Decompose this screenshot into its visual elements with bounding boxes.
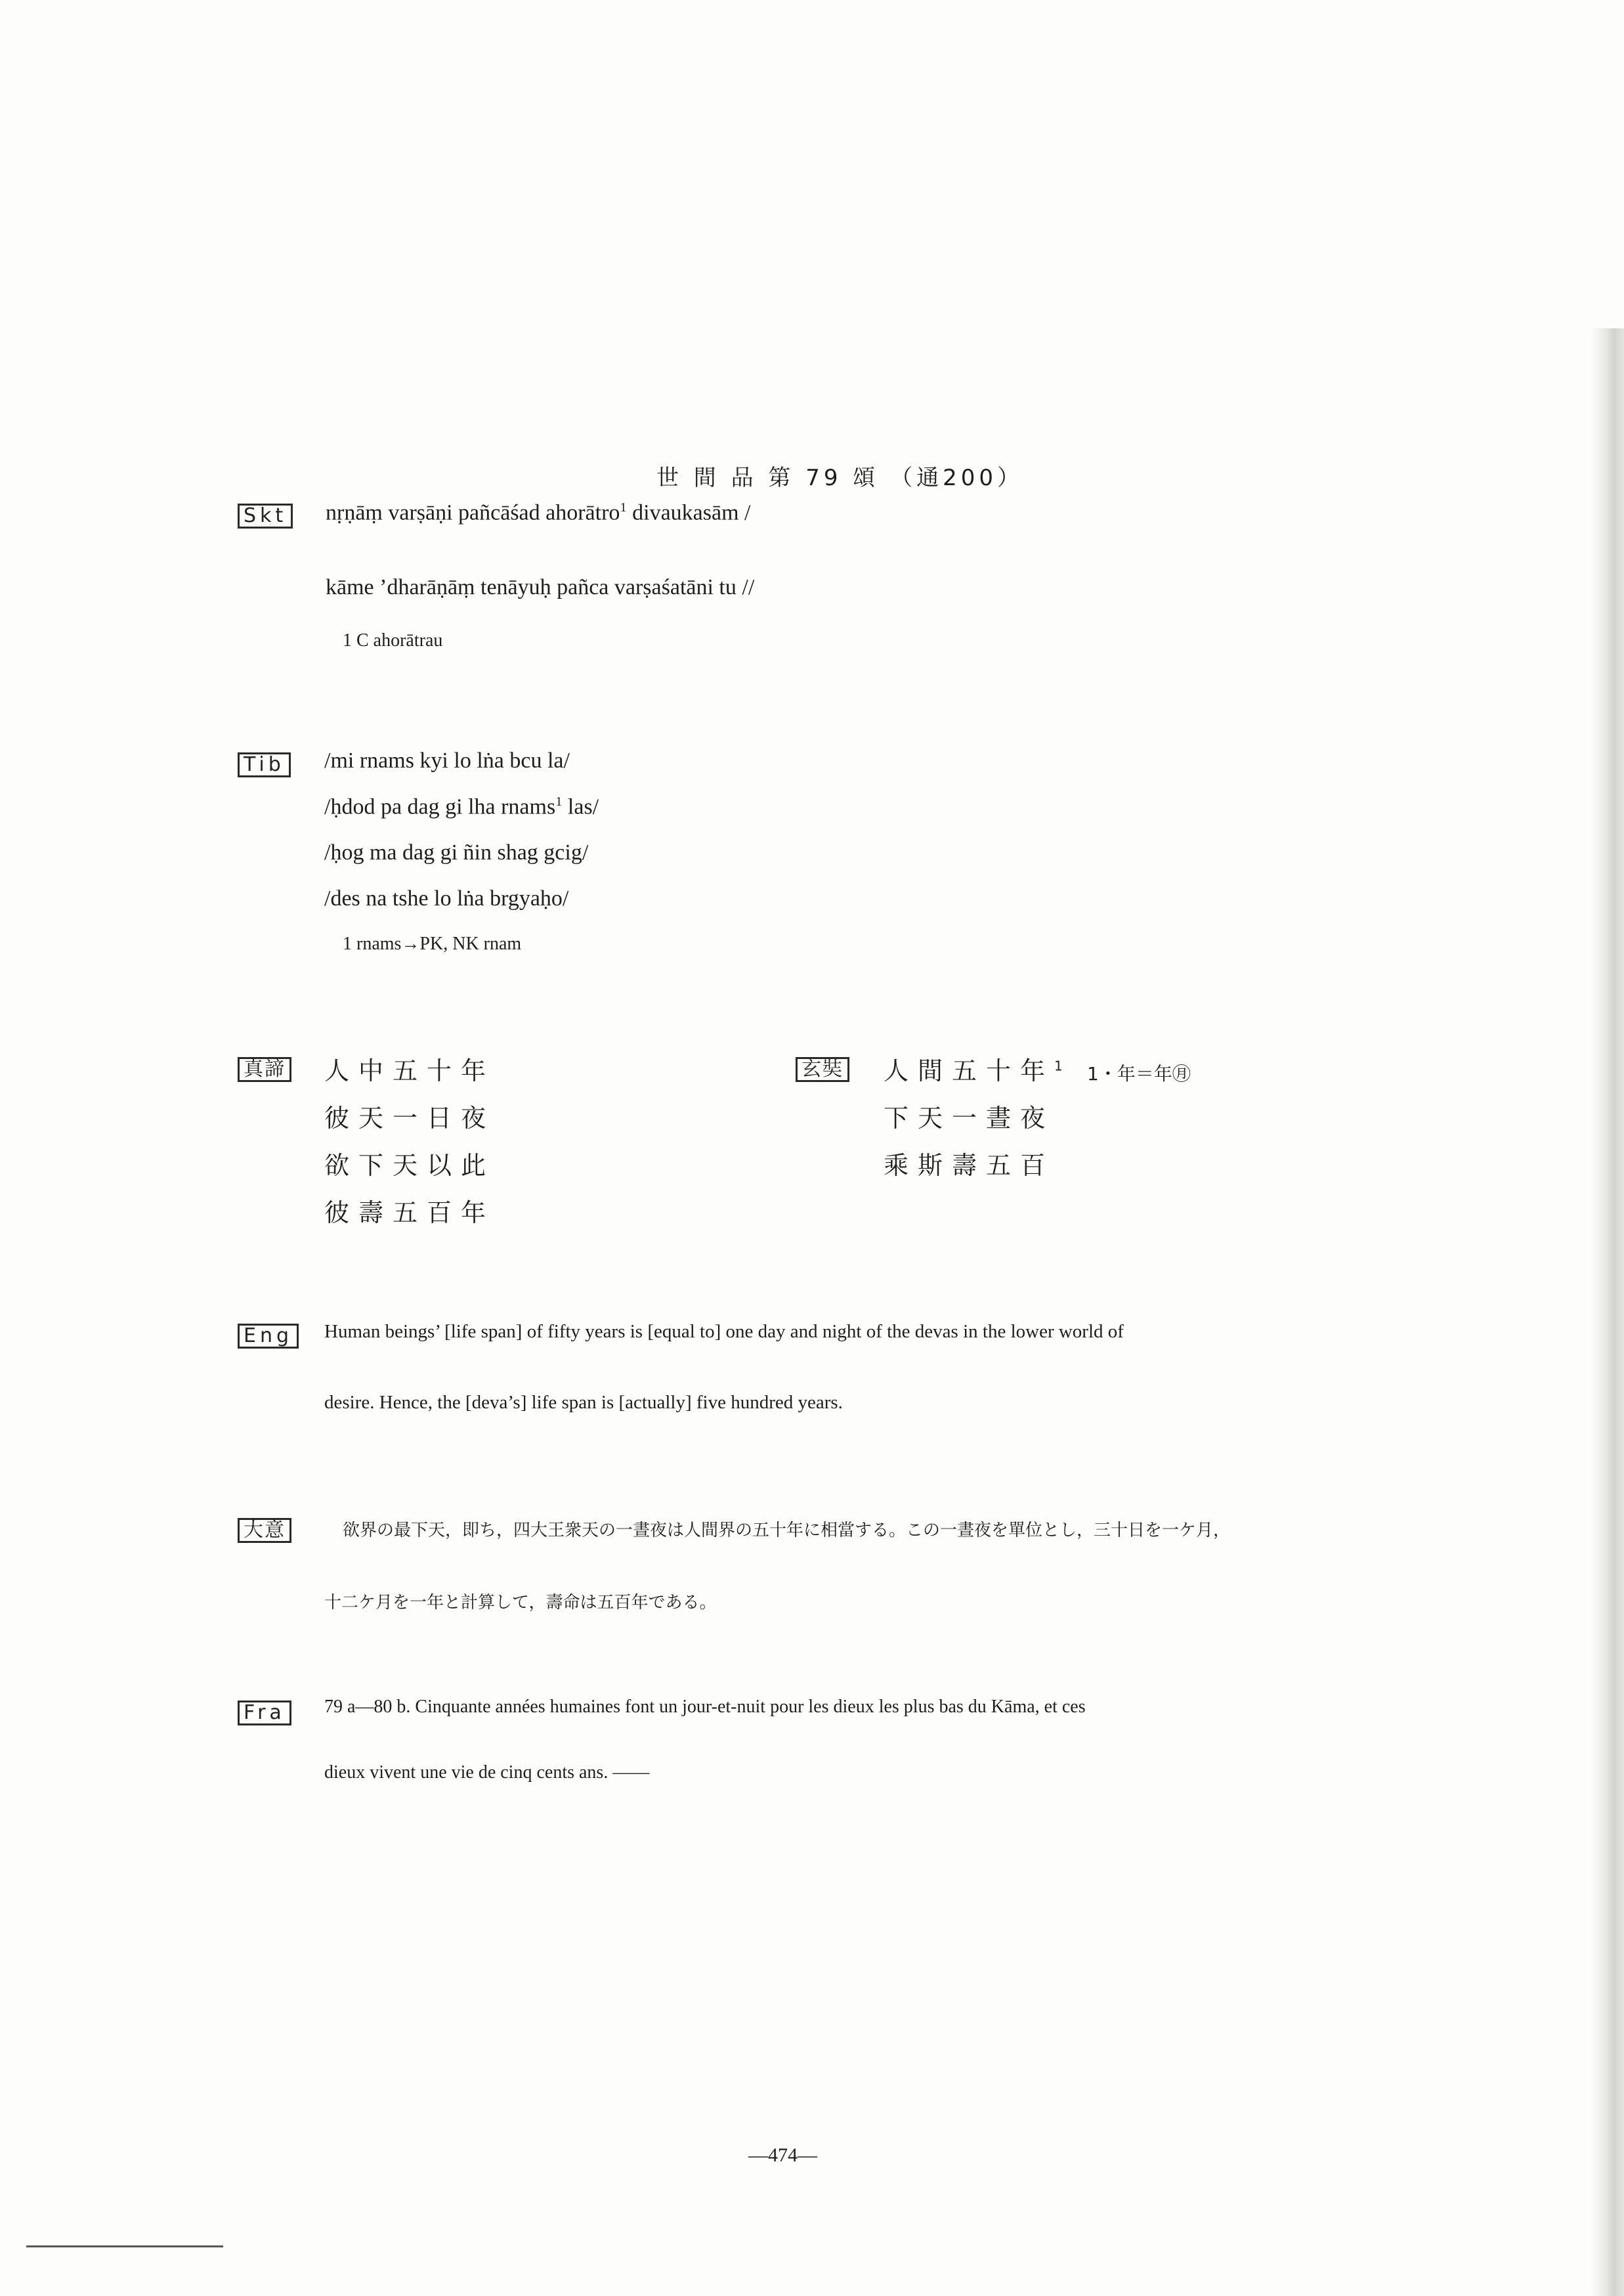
page-title: 世 間 品 第 79 頌 （通200）	[656, 465, 1024, 491]
skt-verse-line-2: kāme ’dharāṇāṃ tenāyuḥ pañca varṣaśatāni tu //	[326, 575, 755, 599]
xuanzang-line-1-text: 人間五十年	[884, 1056, 1055, 1085]
tib-footnote-marker: 1	[555, 794, 563, 809]
fra-translation-line-2: dieux vivent une vie de cinq cents ans. ——	[324, 1762, 650, 1783]
section-tag-xuanzang: 玄奘	[796, 1057, 849, 1082]
taii-line-2: 十二ケ月を一年と計算して，壽命は五百年である。	[324, 1593, 717, 1613]
xuanzang-footnote-marker: 1	[1054, 1058, 1063, 1074]
tib-verse-line-2	[324, 794, 599, 819]
tib-line-2-end: las/	[562, 794, 599, 819]
bottom-rule	[26, 2245, 223, 2247]
zhendi-line-1: 人中五十年	[324, 1056, 496, 1085]
tib-verse-line-3: /ḥog ma dag gi ñin shag gcig/	[324, 840, 589, 865]
scanned-page-edge	[1591, 328, 1624, 2296]
zhendi-line-3: 欲下天以此	[324, 1151, 496, 1180]
fra-translation-line-1: 79 a—80 b. Cinquante années humaines font un jour-et-nuit pour les dieux les plus bas du Kāma, et ces	[324, 1697, 1086, 1717]
skt-footnote-marker: 1	[620, 500, 627, 515]
xuanzang-line-3: 乘斯壽五百	[884, 1151, 1055, 1180]
section-tag-taii: 大意	[238, 1518, 291, 1543]
skt-line-1-end: divaukasām /	[626, 500, 751, 525]
zhendi-line-2: 彼天一日夜	[324, 1104, 496, 1133]
section-tag-tib: Tib	[238, 752, 291, 777]
tib-footnote: 1 rnams→PK, NK rnam	[343, 934, 522, 954]
section-tag-eng: Eng	[238, 1324, 299, 1349]
tib-verse-line-1: /mi rnams kyi lo lṅa bcu la/	[324, 748, 570, 773]
tib-line-2-text: /ḥdod pa dag gi lha rnams	[324, 794, 556, 819]
zhendi-line-4: 彼壽五百年	[324, 1198, 496, 1227]
skt-line-1-text: nṛṇāṃ varṣāṇi pañcāśad ahorātro	[326, 500, 620, 525]
page-number: —474—	[748, 2144, 817, 2166]
tib-verse-line-4: /des na tshe lo lṅa brgyaḥo/	[324, 886, 569, 911]
xuanzang-line-2: 下天一晝夜	[884, 1104, 1055, 1133]
section-tag-skt: Skt	[238, 504, 293, 529]
taii-line-1: 欲界の最下天，即ち，四大王衆天の一晝夜は人間界の五十年に相當する。この一晝夜を單位とし，三十日を一ケ月，	[343, 1521, 1231, 1540]
eng-translation-line-1: Human beings’ [life span] of fifty years is [equal to] one day and night of the devas in the lower world of	[324, 1321, 1124, 1342]
skt-footnote: 1 C ahorātrau	[343, 630, 443, 651]
xuanzang-line-1	[884, 1051, 1063, 1087]
section-tag-fra: Fra	[238, 1700, 291, 1725]
skt-verse-line-1	[326, 500, 750, 525]
eng-translation-line-2: desire. Hence, the [deva’s] life span is [actually] five hundred years.	[324, 1392, 843, 1413]
section-tag-zhendi: 真諦	[238, 1057, 291, 1082]
xuanzang-footnote: 1・年＝年㊊	[1087, 1063, 1191, 1085]
